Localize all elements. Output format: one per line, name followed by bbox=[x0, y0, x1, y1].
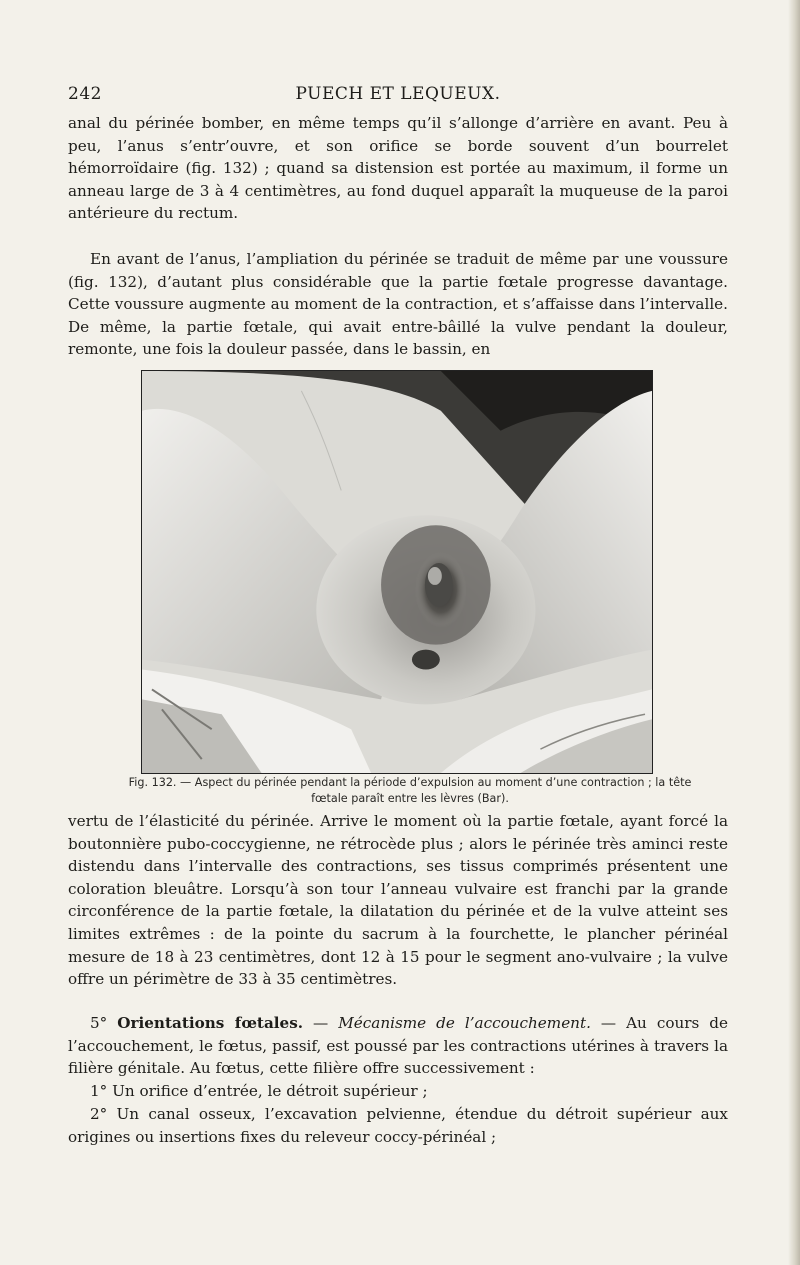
figure-label: Fig. 132. bbox=[128, 776, 177, 789]
perineum-photo-illustration bbox=[142, 371, 652, 773]
section-title: Orientations fœtales. bbox=[117, 1014, 304, 1032]
paragraph-3: vertu de l’élasticité du périnée. Arrive le moment où la partie fœtale, ayant forcé la boutonnière pubo-coccygienne, ne rétrocède plus ; alors le périnée très aminci reste distendu dans l’intervalle des contractions, ses tissus comprimés présentent une coloration bleuâtre. Lorsqu’à son tour l’anneau vulvaire est franchi par la grande circonférence de la partie fœtale, la dilatation du périnée et de la vulve atteint ses limites extrêmes : de la pointe du sacrum à la fourchette, le plancher périnéal mesure de 18 à 23 centimètres, dont 12 à 15 pour le segment ano-vulvaire ; la vulve offre un périmètre de 33 à 35 centimètres. bbox=[68, 812, 728, 989]
figure-132-photograph bbox=[141, 370, 653, 774]
section-subtitle: Mécanisme de l’accouchement. bbox=[338, 1014, 591, 1032]
figure-caption bbox=[110, 775, 710, 807]
list-item-1: 1° Un orifice d’entrée, le détroit supérieur ; bbox=[90, 1082, 428, 1100]
paragraph-2: En avant de l’anus, l’ampliation du périnée se traduit de même par une voussure (fig. 132), d’autant plus considérable que la partie fœtale progresse davantage. Cette voussure augmente au moment de la contraction, et s’affaisse dans l’intervalle. De même, la partie fœtale, qui avait entre-bâillé la vulve pendant la douleur, remonte, une fois la douleur passée, dans le bassin, en bbox=[68, 250, 728, 359]
section-number: 5° bbox=[90, 1014, 108, 1032]
running-title: PUECH ET LEQUEUX. bbox=[295, 84, 501, 104]
paragraph-1: anal du périnée bomber, en même temps qu’il s’allonge d’arrière en avant. Peu à peu, l’anus s’entr’ouvre, et son orifice se borde souvent d’un bourrelet hémorroïdaire (fig. 132) ; quand sa distension est portée au maximum, il forme un anneau large de 3 à 4 centimètres, au fond duquel apparaît la muqueuse de la paroi antérieure du rectum. bbox=[68, 114, 728, 223]
section-dash: — bbox=[303, 1014, 339, 1032]
figure-caption-text: — Aspect du périnée pendant la période d’expulsion au moment d’une contraction ; la tête fœtale paraît entre les lèvres (Bar). bbox=[176, 776, 692, 805]
section-text: — Au cours de l’accouchement, le fœtus, passif, est poussé par les contractions utérines à travers la filière génitale. Au fœtus, cette filière offre successivement : bbox=[68, 1014, 728, 1078]
list-item-2: 2° Un canal osseux, l’excavation pelvienne, étendue du détroit supérieur aux origines ou insertions fixes du releveur coccy-périnéal ; bbox=[68, 1105, 728, 1146]
section-5-paragraph bbox=[68, 1012, 728, 1080]
page-edge-shadow bbox=[788, 0, 800, 1265]
page-number: 242 bbox=[68, 84, 102, 104]
running-head bbox=[68, 84, 728, 106]
